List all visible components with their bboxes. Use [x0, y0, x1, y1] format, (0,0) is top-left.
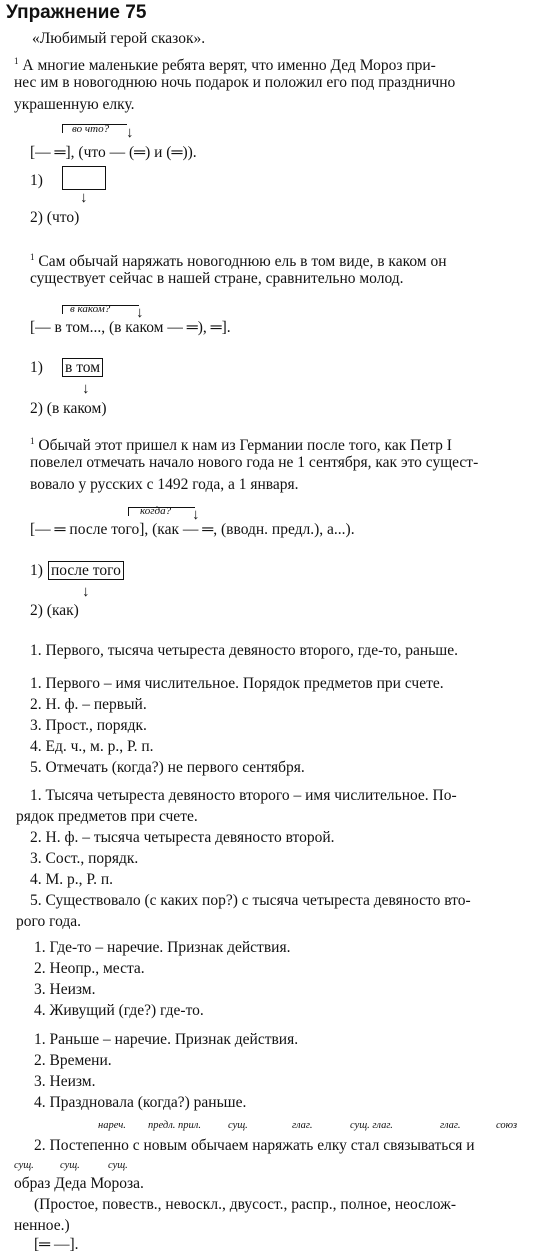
- s2-scheme: [— в том..., (в каком — ═), ═].: [30, 319, 231, 336]
- analysis-line: 1. Тысяча четыреста девяносто второго – имя числительное. По-: [30, 787, 457, 804]
- analysis-second: [16, 785, 530, 932]
- t2-line1: 2. Постепенно с новым обычаем наряжать елку стал связываться и: [34, 1137, 475, 1154]
- s3-line1: $^1$ Обычай этот пришел к нам из Германии после того, как Петр I: [30, 436, 452, 455]
- down-arrow-icon: ↓: [192, 507, 200, 523]
- s3-box: после того: [48, 560, 124, 582]
- analysis-line: 1. Где-то – наречие. Признак действия.: [34, 939, 291, 956]
- pos-label: союз: [496, 1120, 518, 1131]
- s2-row1: 1): [30, 359, 43, 376]
- s2-question: в каком?: [70, 303, 111, 315]
- t2-line4: ненное.): [14, 1217, 70, 1234]
- s2-box: в том: [62, 357, 103, 379]
- analysis-line: 3. Неизм.: [34, 981, 96, 998]
- s1-row1: 1): [30, 172, 43, 189]
- pos-label: сущ.: [108, 1160, 128, 1171]
- s1-line2: нес им в новогоднюю ночь подарок и положил его под празднично: [14, 74, 456, 91]
- pos-label: сущ. глаг.: [350, 1120, 393, 1131]
- analysis-line: 3. Неизм.: [34, 1073, 96, 1090]
- analysis-line: 4. Праздновала (когда?) раньше.: [34, 1094, 247, 1111]
- analysis-line: 4. М. р., Р. п.: [30, 871, 114, 888]
- s1-line3: украшенную елку.: [14, 96, 135, 113]
- analysis-fourth: [34, 1029, 298, 1113]
- analysis-line: 4. Живущий (где?) где-то.: [34, 1002, 204, 1019]
- down-arrow-icon: ↓: [82, 381, 90, 397]
- analysis-line: 4. Ед. ч., м. р., Р. п.: [30, 738, 154, 755]
- s2-row2: 2) (в каком): [30, 400, 107, 417]
- down-arrow-icon: ↓: [126, 125, 134, 141]
- analysis-line: 1. Раньше – наречие. Признак действия.: [34, 1031, 299, 1048]
- down-arrow-icon: ↓: [82, 584, 90, 600]
- analysis-line: 5. Отмечать (когда?) не первого сентября.: [30, 759, 305, 776]
- t2-scheme: [═ —].: [34, 1236, 79, 1253]
- analysis-line: 2. Времени.: [34, 1052, 112, 1069]
- s3-line2: повелел отмечать начало нового года не 1 сентября, как это сущест-: [30, 454, 479, 471]
- analysis-line: 2. Неопр., места.: [34, 960, 145, 977]
- s3-row1: 1): [30, 562, 43, 579]
- pos-label: сущ.: [14, 1160, 34, 1171]
- text-heading: «Любимый герой сказок».: [32, 30, 206, 47]
- analysis-line: 3. Сост., порядк.: [30, 850, 139, 867]
- down-arrow-icon: ↓: [80, 190, 88, 206]
- pos-label: глаг.: [292, 1120, 313, 1131]
- down-arrow-icon: ↓: [136, 305, 144, 321]
- pos-label: сущ.: [228, 1120, 248, 1131]
- analysis-line: рого года.: [16, 913, 82, 930]
- pos-label: нареч.: [98, 1120, 126, 1131]
- analysis-line: рядок предметов при счете.: [16, 808, 198, 825]
- analysis-third: [34, 937, 290, 1021]
- analysis-line: 2. Н. ф. – первый.: [30, 696, 147, 713]
- s1-scheme: [— ═], (что — (═) и (═)).: [30, 144, 197, 161]
- analysis-line: 5. Существовало (с каких пор?) с тысяча четыреста девяносто вто-: [30, 892, 471, 909]
- pos-label: сущ.: [60, 1160, 80, 1171]
- s1-line1: $^1$ А многие маленькие ребята верят, что именно Дед Мороз при-: [14, 56, 436, 75]
- t2-line2: образ Деда Мороза.: [14, 1175, 144, 1192]
- s3-question: когда?: [140, 505, 172, 517]
- s3-row2: 2) (как): [30, 602, 79, 619]
- exercise-title: Упражнение 75: [6, 2, 147, 23]
- pos-label: предл. прил.: [148, 1120, 201, 1131]
- s3-line3: вовало у русских с 1492 года, а 1 января.: [30, 476, 299, 493]
- s2-line1: $^1$ Сам обычай наряжать новогоднюю ель в том виде, в каком он: [30, 252, 447, 271]
- s1-row2: 2) (что): [30, 209, 80, 226]
- s2-line2: существует сейчас в нашей стране, сравнительно молод.: [30, 270, 404, 287]
- task1-words: 1. Первого, тысяча четыреста девяносто второго, где-то, раньше.: [30, 642, 458, 659]
- analysis-line: 1. Первого – имя числительное. Порядок предметов при счете.: [30, 675, 444, 692]
- analysis-line: 3. Прост., порядк.: [30, 717, 147, 734]
- s1-question: во что?: [72, 123, 110, 135]
- analysis-first: [30, 673, 444, 778]
- pos-label: глаг.: [440, 1120, 461, 1131]
- analysis-line: 2. Н. ф. – тысяча четыреста девяносто второй.: [30, 829, 335, 846]
- s1-empty-box: [62, 166, 106, 190]
- s3-scheme: [— ═ после того], (как — ═, (вводн. предл.), а...).: [30, 521, 355, 538]
- t2-line3: (Простое, повеств., невоскл., двусост., распр., полное, неослож-: [34, 1196, 457, 1213]
